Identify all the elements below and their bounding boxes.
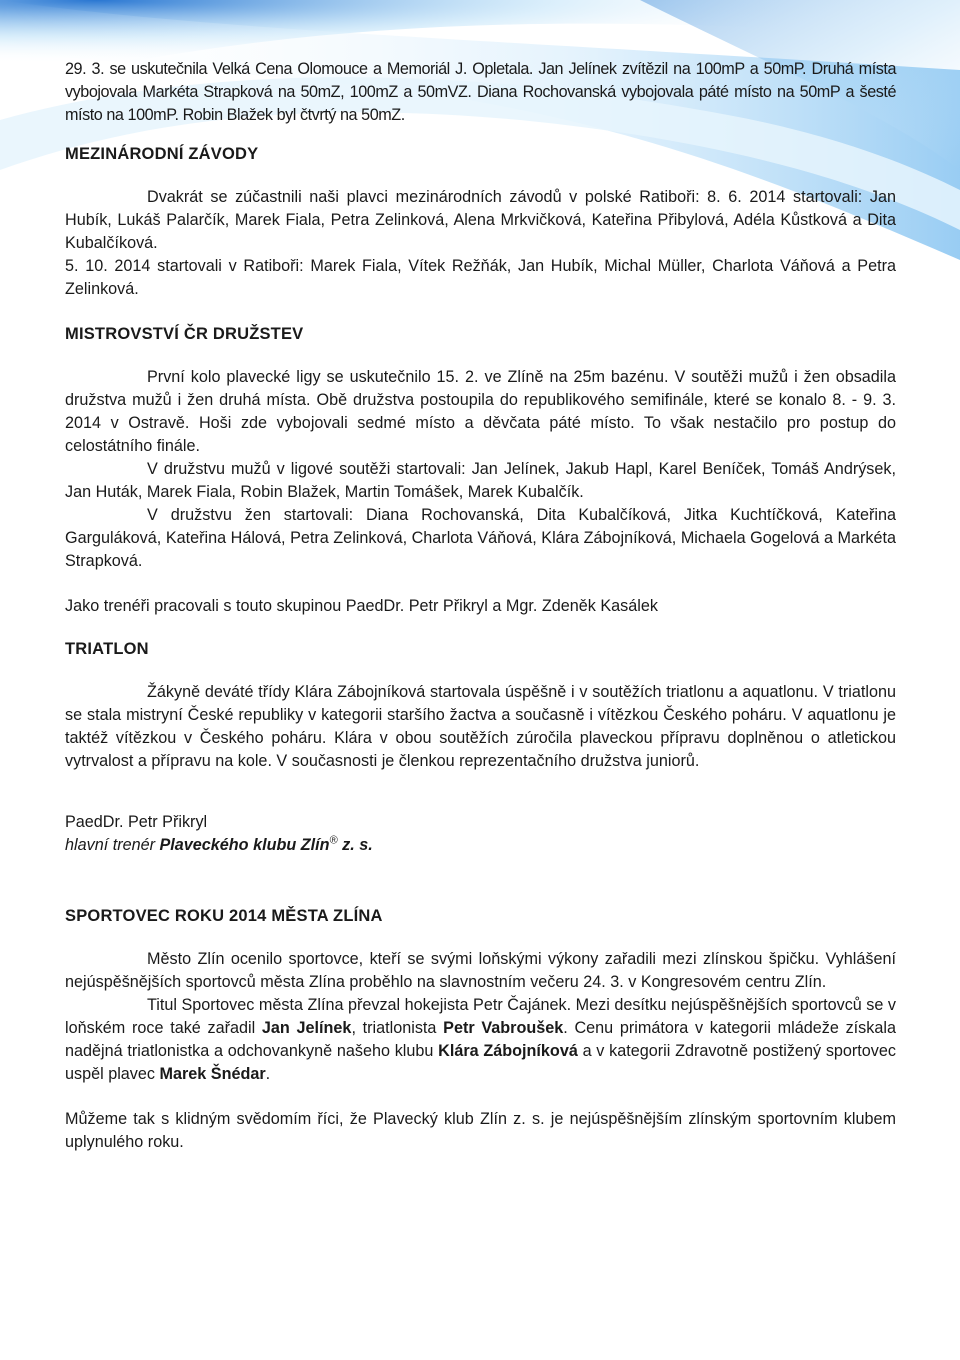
paragraph-olomouc-results: 29. 3. se uskutečnila Velká Cena Olomouce a Memoriál J. Opletala. Jan Jelínek zvítězil na 100mP a 50mP. Druhá místa vybojovala Markéta Strapková na 50mZ, 100mZ a 50mVZ. Diana Rochovanská vybojovala páté místo na 50mP a šesté místo na 100mP. Robin Blažek byl čtvrtý na 50mZ. xyxy=(65,60,896,124)
text-span: . xyxy=(265,1065,271,1083)
paragraph-ratibor-october: 5. 10. 2014 startovali v Ratiboři: Marek Fiala, Vítek Režňák, Jan Hubík, Michal Müller, Charlota Váňová a Petra Zelinková. xyxy=(65,257,896,298)
athlete-name-bold: Petr Vabroušek xyxy=(443,1019,564,1037)
text-span: Titul Sportovec města Zlína převzal hokejista Petr Čajánek. Mezi desítku nejúspěšnějších sportovců se v loňském roce také zařadil xyxy=(65,996,896,1037)
heading-triathlon: TRIATLON xyxy=(65,640,149,658)
paragraph-women-team: V družstvu žen startovali: Diana Rochovanská, Dita Kubalčíková, Jitka Kuchtíčková, Kateřina Garguláková, Kateřina Hálová, Petra Zelinková, Charlota Váňová, Klára Zábojníková, Michaela Gogelová a Markéta Strapková. xyxy=(65,506,896,570)
paragraph-triathlon: Žákyně deváté třídy Klára Zábojníková startovala úspěšně i v soutěžích triatlonu a aquatlonu. V triatlonu se stala mistryní České republiky v kategorii staršího žactva a současně i vítězkou Českého poháru. V aquatlonu je taktéž vítězkou v Českého poháru. Klára v obou soutěžích zúročila plaveckou přípravu doplněnou o atletickou vytrvalost a přípravu na kole. V současnosti je členkou reprezentačního družstva juniorů. xyxy=(65,683,896,770)
paragraph-award-winners xyxy=(65,994,896,1086)
athlete-name-bold: Klára Zábojníková xyxy=(438,1042,578,1060)
paragraph-city-award: Město Zlín ocenilo sportovce, kteří se svými loňskými výkony zařadili mezi zlínskou špičku. Vyhlášení nejúspěšnějších sportovců města Zlína proběhlo na slavnostním večeru 24. 3. v Kongresovém centru Zlín. xyxy=(65,950,896,991)
signature-block xyxy=(65,811,896,857)
paragraph-ratibor-june: Dvakrát se zúčastnili naši plavci mezinárodních závodů v polské Ratiboři: 8. 6. 2014 startovali: Jan Hubík, Lukáš Palarčík, Marek Fiala, Petra Zelinková, Alena Mrkvičková, Kateřina Přibylová, Adéla Kůstková a Dita Kubalčíková. xyxy=(65,188,896,252)
paragraph-coaches: Jako trenéři pracovali s touto skupinou PaedDr. Petr Přikryl a Mgr. Zdeněk Kasálek xyxy=(65,597,658,615)
athlete-name-bold: Jan Jelínek xyxy=(261,1019,352,1037)
signature-role xyxy=(65,834,896,857)
signature-role-title: hlavní trenér xyxy=(65,836,160,854)
registered-mark: ® xyxy=(329,834,338,847)
article-body xyxy=(65,58,896,1154)
heading-team-championship: MISTROVSTVÍ ČR DRUŽSTEV xyxy=(65,325,304,343)
paragraph-men-team: V družstvu mužů v ligové soutěži startovali: Jan Jelínek, Jakub Hapl, Karel Beníček, Tomáš Andrýsek, Jan Huták, Marek Fiala, Robin Blažek, Martin Tomášek, Marek Kubalčík. xyxy=(65,460,896,501)
signature-name: PaedDr. Petr Přikryl xyxy=(65,813,208,831)
signature-club-name: Plaveckého klubu Zlín xyxy=(159,836,330,854)
text-span: a v kategorii Zdravotně postižený sportovec uspěl plavec xyxy=(65,1042,897,1083)
heading-international-competitions: MEZINÁRODNÍ ZÁVODY xyxy=(65,145,259,163)
paragraph-league-first-round: První kolo plavecké ligy se uskutečnilo 15. 2. ve Zlíně na 25m bazénu. V soutěži mužů i žen obsadila družstva mužů i žen druhá místa. Obě družstva postoupila do republikového semifinále, které se konalo 8. - 9. 3. 2014 v Ostravě. Hoši zde vybojovali sedmé místo a děvčata páté místo. To však nestačilo pro postup do celostátního finále. xyxy=(65,368,896,455)
heading-athlete-of-year: SPORTOVEC ROKU 2014 MĚSTA ZLÍNA xyxy=(65,907,383,925)
signature-club-suffix: z. s. xyxy=(337,836,373,854)
athlete-name-bold: Marek Šnédar xyxy=(159,1065,266,1083)
text-span: . Cenu primátora v kategorii mládeže získala nadějná triatlonistka a odchovankyně našeho klubu xyxy=(65,1019,896,1060)
text-span: , triatlonista xyxy=(351,1019,444,1037)
paragraph-conclusion: Můžeme tak s klidným svědomím říci, že Plavecký klub Zlín z. s. je nejúspěšnějším zlínským sportovním klubem uplynulého roku. xyxy=(65,1110,896,1151)
